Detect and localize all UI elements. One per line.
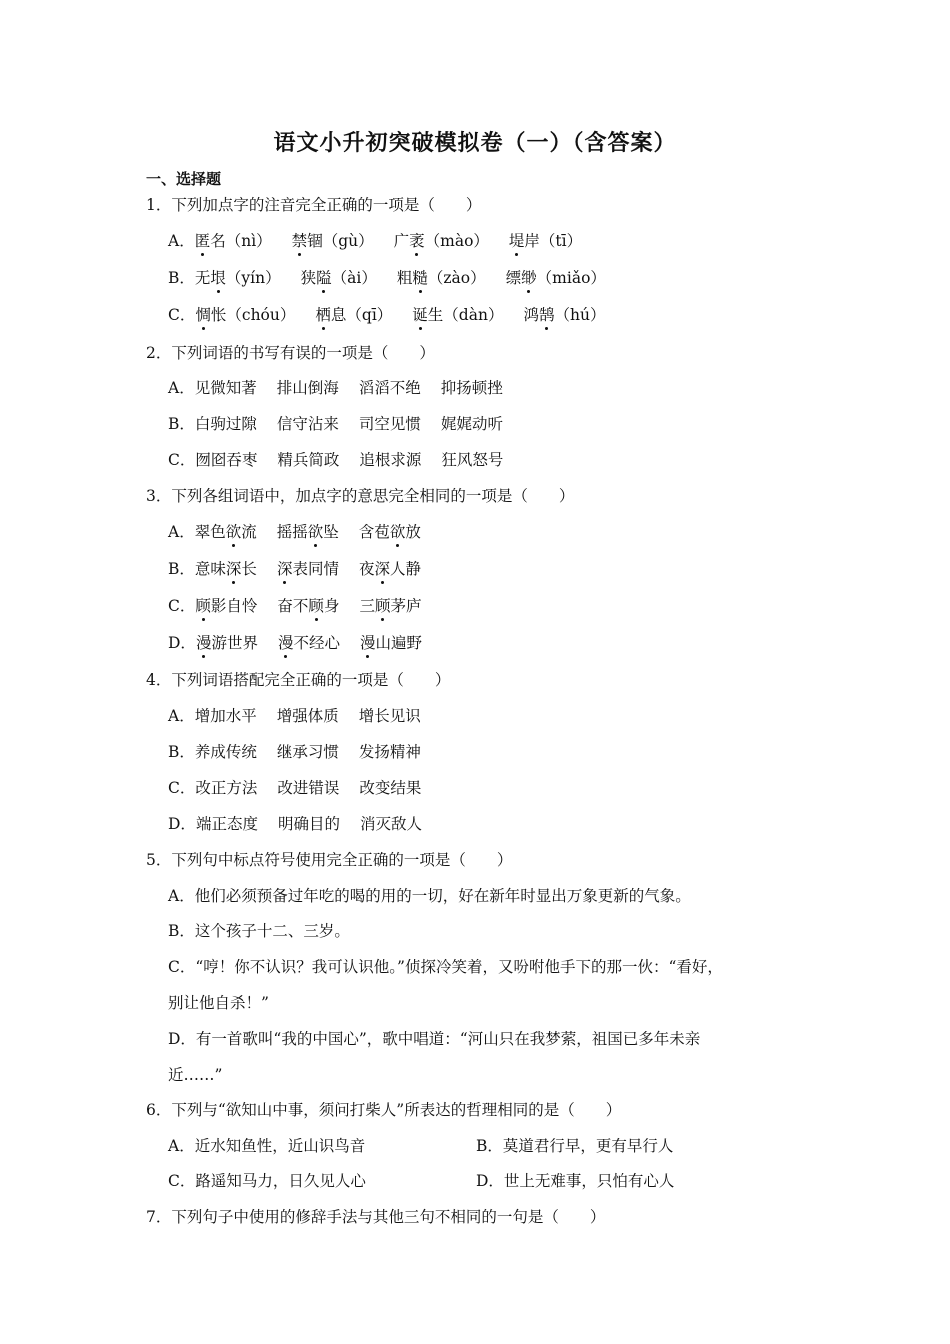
- q2-option-c: C．囫囵吞枣 精兵简政 追根求源 狂风怒号: [168, 451, 504, 469]
- q5-option-d-line-2: 近……”: [168, 1066, 223, 1084]
- question-3-stem: 3．下列各组词语中，加点字的意思完全相同的一项是（ ）: [146, 487, 575, 505]
- q5-option-b: B．这个孩子十二、三岁。: [168, 922, 350, 940]
- q1-b-word-3: 粗糙（zào）: [396, 269, 486, 287]
- question-4-stem: 4．下列词语搭配完全正确的一项是（ ）: [146, 671, 451, 689]
- q4-option-b: B．养成传统 继承习惯 发扬精神: [168, 743, 421, 761]
- q2-option-b: B．白驹过隙 信守沾来 司空见惯 娓娓动听: [168, 415, 503, 433]
- question-2-stem: 2．下列词语的书写有误的一项是（ ）: [146, 344, 435, 362]
- q6-option-c: C．路遥知马力，日久见人心: [168, 1172, 366, 1190]
- q1-c-word-3: 诞生（dàn）: [412, 306, 504, 324]
- q4-option-c: C．改正方法 改进错误 改变结果: [168, 779, 422, 797]
- q1-option-c: C．惆怅（chóu） 栖息（qī） 诞生（dàn） 鸿鹄（hú）: [168, 306, 606, 324]
- q1-c-word-2: 栖息（qī）: [315, 306, 393, 324]
- q1-a-word-1: 匿名（nì）: [194, 232, 272, 250]
- q6-option-a: A．近水知鱼性，近山识鸟音: [168, 1137, 366, 1155]
- q6-option-d: D．世上无难事，只怕有心人: [476, 1172, 675, 1190]
- q1-b-word-1: 无垠（yín）: [194, 269, 281, 287]
- q1-a-word-3: 广袤（mào）: [393, 232, 489, 250]
- question-1-stem: 1．下列加点字的注音完全正确的一项是（ ）: [146, 196, 482, 214]
- q3-option-c: C．顾影自怜 奋不顾身 三顾茅庐: [168, 597, 422, 615]
- q1-a-word-4: 堤岸（tī）: [508, 232, 583, 250]
- q1-c-word-1: 惆怅（chóu）: [195, 306, 296, 324]
- q1-b-word-2: 狭隘（ài）: [300, 269, 377, 287]
- q1-a-word-2: 禁锢（gù）: [291, 232, 374, 250]
- q1-b-word-4: 缥缈（miǎo）: [505, 269, 606, 287]
- q4-option-d: D．端正态度 明确目的 消灭敌人: [168, 815, 422, 833]
- q1-option-b: B．无垠（yín） 狭隘（ài） 粗糙（zào） 缥缈（miǎo）: [168, 269, 606, 287]
- q3-option-a: A．翠色欲流 摇摇欲坠 含苞欲放: [168, 523, 421, 541]
- q5-option-d-line-1: D．有一首歌叫“我的中国心”，歌中唱道：“河山只在我梦萦，祖国已多年未亲: [168, 1030, 701, 1048]
- q1-c-word-4: 鸿鹄（hú）: [523, 306, 606, 324]
- question-7-stem: 7．下列句子中使用的修辞手法与其他三句不相同的一句是（ ）: [146, 1208, 606, 1226]
- q4-option-a: A．增加水平 增强体质 增长见识: [168, 707, 421, 725]
- q6-option-b: B．莫道君行早，更有早行人: [476, 1137, 674, 1155]
- q3-option-d: D．漫游世界 漫不经心 漫山遍野: [168, 634, 423, 652]
- question-5-stem: 5．下列句中标点符号使用完全正确的一项是（ ）: [146, 851, 513, 869]
- question-6-stem: 6．下列与“欲知山中事，须问打柴人”所表达的哲理相同的是（ ）: [146, 1101, 622, 1119]
- q3-option-b: B．意味深长 深表同情 夜深人静: [168, 560, 422, 578]
- q5-option-c-line-2: 别让他自杀！”: [168, 994, 269, 1012]
- q1-option-a: A．匿名（nì） 禁锢（gù） 广袤（mào） 堤岸（tī）: [168, 232, 583, 250]
- q5-option-a: A．他们必须预备过年吃的喝的用的一切，好在新年时显出万象更新的气象。: [168, 887, 691, 905]
- section-heading: 一、选择题: [146, 170, 222, 188]
- page-title: 语文小升初突破模拟卷（一）（含答案）: [273, 130, 677, 156]
- q2-option-a: A．见微知著 排山倒海 滔滔不绝 抑扬顿挫: [168, 379, 503, 397]
- q5-option-c-line-1: C．“哼！你不认识？我可认识他。”侦探冷笑着，又吩咐他手下的那一伙：“看好，: [168, 958, 723, 976]
